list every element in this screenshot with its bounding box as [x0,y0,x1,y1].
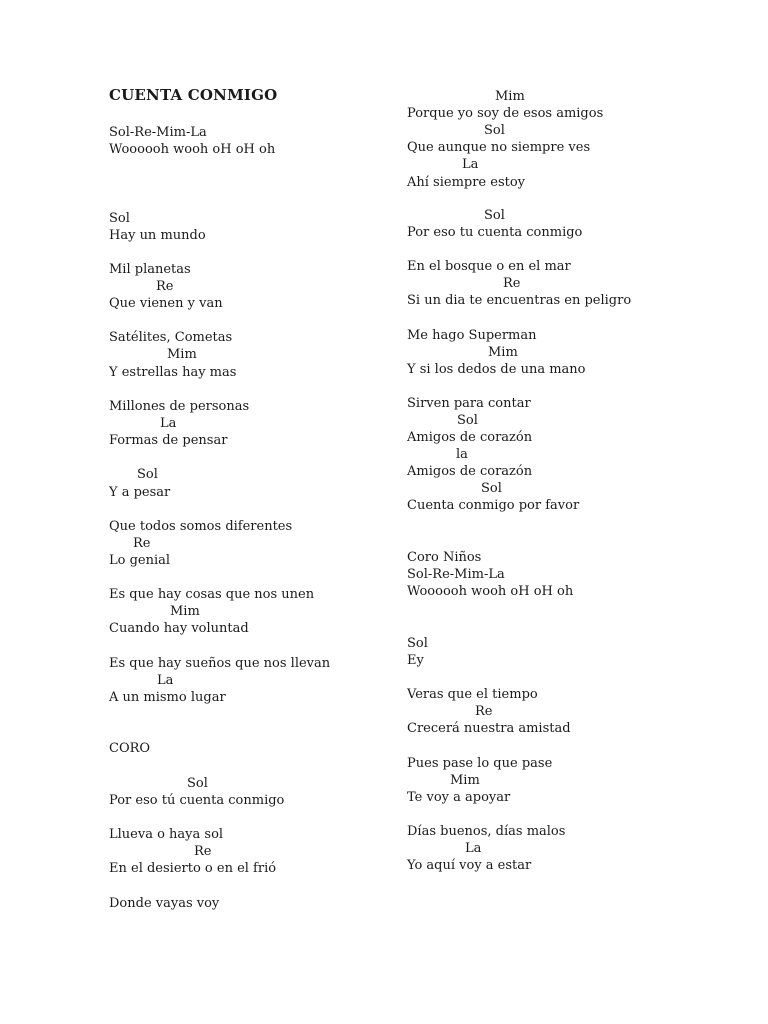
left-line-4: Hay un mundo [109,228,206,243]
right-line-29: Crecerá nuestra amistad [407,721,571,736]
right-line-4: Que aunque no siempre ves [407,140,591,155]
right-line-3: Sol [484,123,505,138]
left-line-18: Lo genial [109,553,171,568]
right-line-16: Sol [457,413,478,428]
right-line-23: Sol-Re-Mim-La [407,567,505,582]
left-line-10: Y estrellas hay mas [109,365,237,380]
right-line-22: Coro Niños [407,550,482,565]
right-line-24: Woooooh wooh oH oH oh [407,584,574,599]
left-line-19: Es que hay cosas que nos unen [109,587,315,602]
right-line-14: Y si los dedos de una mano [407,362,586,377]
right-line-18: la [456,447,468,462]
right-line-9: En el bosque o en el mar [407,259,571,274]
left-line-1: Sol-Re-Mim-La [109,125,207,140]
right-line-31: Mim [450,773,480,788]
right-line-35: Yo aquí voy a estar [407,858,532,873]
right-line-32: Te voy a apoyar [407,790,511,805]
right-line-12: Me hago Superman [407,328,537,343]
right-line-28: Re [475,704,493,719]
right-line-21: Cuenta conmigo por favor [407,498,580,513]
left-line-2: Woooooh wooh oH oH oh [109,142,276,157]
right-line-26: Ey [407,653,424,668]
right-line-10: Re [503,276,521,291]
left-line-9: Mim [167,347,197,362]
left-line-28: Llueva o haya sol [109,827,224,842]
left-line-7: Que vienen y van [109,296,223,311]
left-line-13: Formas de pensar [109,433,228,448]
left-line-3: Sol [109,211,130,226]
left-line-25: CORO [109,741,151,756]
left-line-20: Mim [170,604,200,619]
right-line-8: Por eso tu cuenta conmigo [407,225,583,240]
right-line-34: La [465,841,482,856]
left-line-21: Cuando hay voluntad [109,621,249,636]
right-line-27: Veras que el tiempo [407,687,538,702]
left-line-29: Re [194,844,212,859]
right-line-15: Sirven para contar [407,396,531,411]
right-line-5: La [462,157,479,172]
left-line-12: La [160,416,177,431]
left-line-27: Por eso tú cuenta conmigo [109,793,285,808]
right-line-17: Amigos de corazón [407,430,533,445]
song-title: CUENTA CONMIGO [109,86,278,104]
right-line-11: Si un dia te encuentras en peligro [407,293,632,308]
left-line-14: Sol [137,467,158,482]
left-line-31: Donde vayas voy [109,896,220,911]
left-line-26: Sol [187,776,208,791]
right-line-2: Porque yo soy de esos amigos [407,106,604,121]
left-line-22: Es que hay sueños que nos llevan [109,656,331,671]
right-line-13: Mim [488,345,518,360]
left-line-6: Re [156,279,174,294]
left-line-11: Millones de personas [109,399,250,414]
right-line-19: Amigos de corazón [407,464,533,479]
right-line-25: Sol [407,636,428,651]
left-line-24: A un mismo lugar [109,690,226,705]
left-line-17: Re [133,536,151,551]
left-line-30: En el desierto o en el frió [109,861,277,876]
left-line-23: La [157,673,174,688]
left-line-16: Que todos somos diferentes [109,519,293,534]
right-line-1: Mim [495,89,525,104]
left-line-8: Satélites, Cometas [109,330,233,345]
right-line-30: Pues pase lo que pase [407,756,553,771]
right-line-20: Sol [481,481,502,496]
right-line-7: Sol [484,208,505,223]
right-line-33: Días buenos, días malos [407,824,566,839]
right-line-6: Ahí siempre estoy [407,175,526,190]
left-line-15: Y a pesar [109,485,171,500]
left-line-5: Mil planetas [109,262,191,277]
